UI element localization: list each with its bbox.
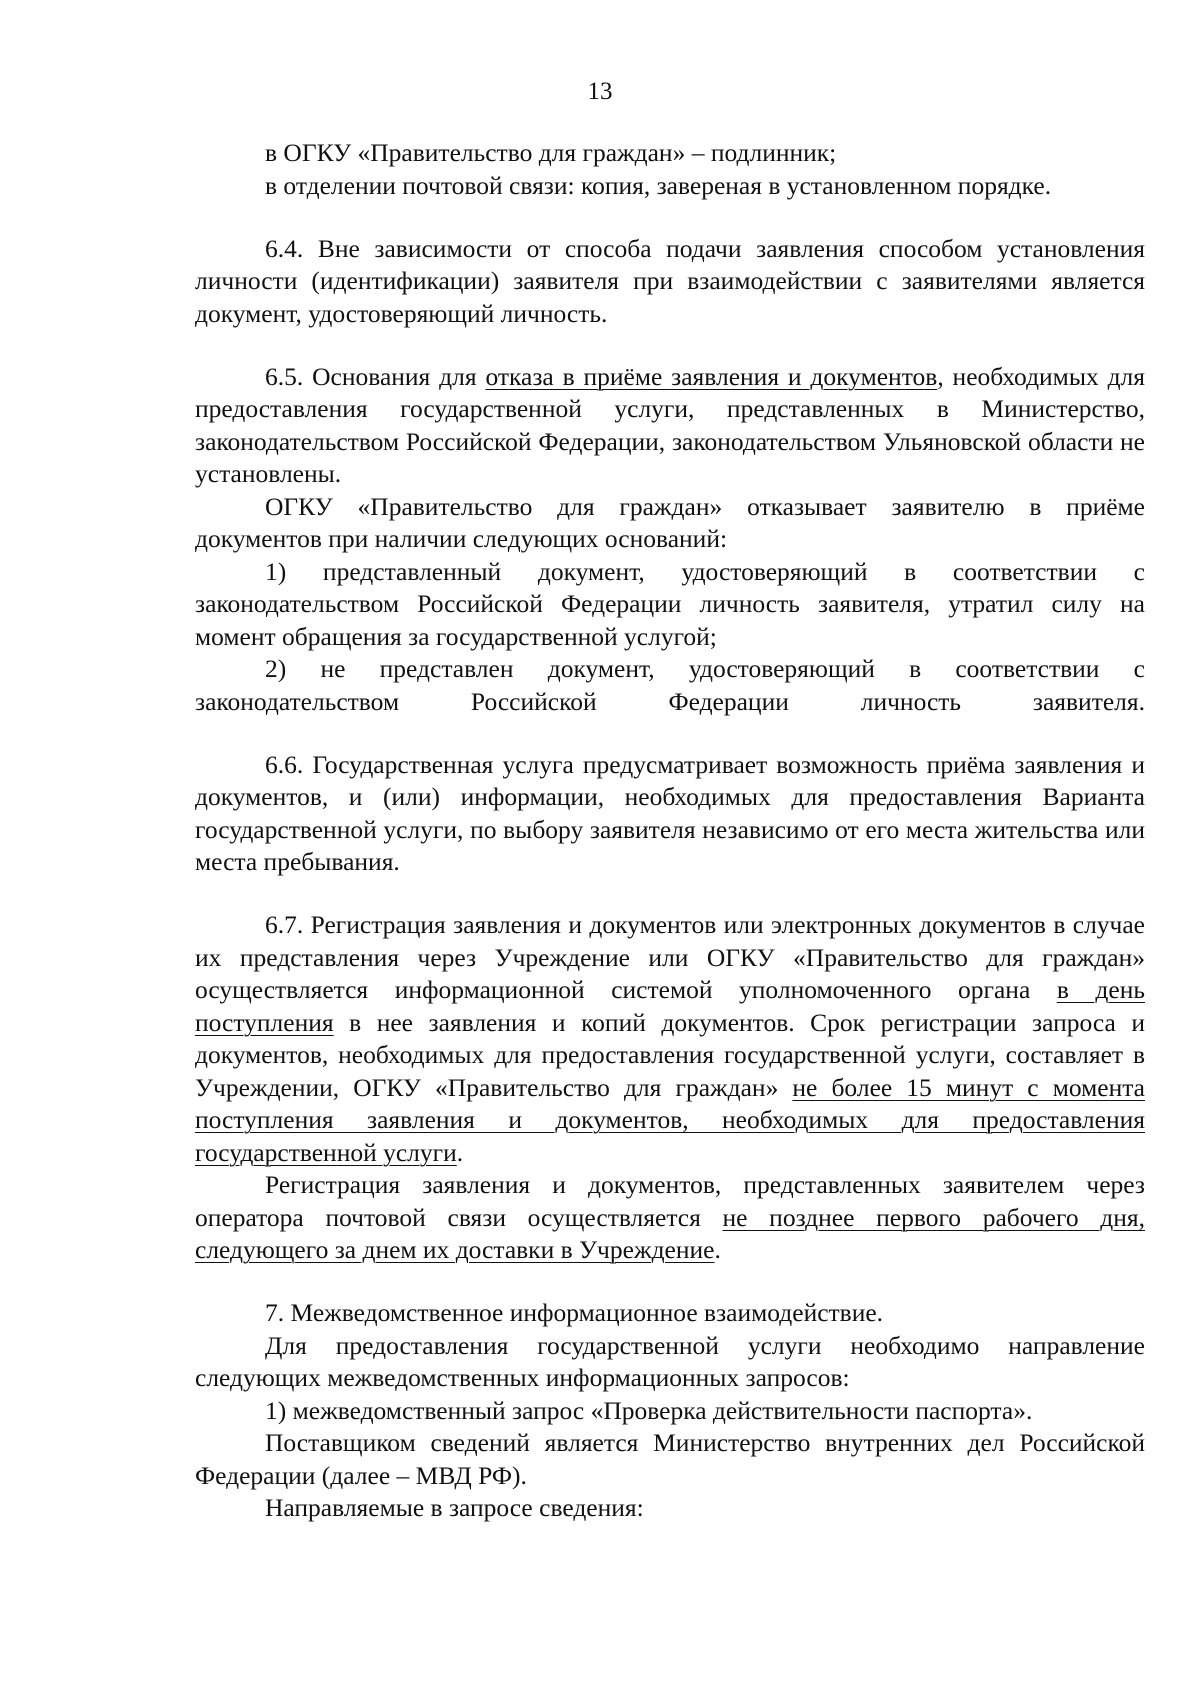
paragraph (195, 1330, 1145, 1395)
text-segment: Поставщиком сведений является Министерство внутренних дел Российской Федерации (далее – МВД РФ). (195, 1428, 1145, 1490)
paragraph (195, 749, 1145, 879)
text-segment: 1) межведомственный запрос «Проверка действительности паспорта». (265, 1395, 1033, 1425)
underlined-text: отказа в приёме заявления и документов (485, 361, 938, 391)
paragraph (195, 556, 1145, 654)
underlined-text: не позднее первого рабочего дня, следующего за днем их доставки в Учреждение (195, 1202, 1145, 1264)
paragraph (195, 909, 1145, 1169)
text-segment: 1) представленный документ, удостоверяющий в соответствии с законодательством Российской Федерации личность заявителя, утратил силу на момент обращения за государственной услугой; (195, 556, 1145, 651)
text-segment: 6.4. Вне зависимости от способа подачи заявления способом установления личности (идентификации) заявителя при взаимодействии с заявителями является документ, удостоверяющий личность. (195, 233, 1145, 328)
paragraph (195, 1395, 1145, 1428)
text-segment: 2) не представлен документ, удостоверяющий в соответствии с законодательством Российской Федерации личность заявителя. (195, 654, 1145, 716)
paragraph (195, 653, 1145, 718)
text-segment: Для предоставления государственной услуги необходимо направление следующих межведомственных информационных запросов: (195, 1330, 1145, 1392)
paragraph (195, 1492, 1145, 1525)
text-segment: 6.6. Государственная услуга предусматривает возможность приёма заявления и документов, и (или) информации, необходимых для предоставления Варианта государственной услуги, по выбору заявителя независимо от его места жительства или места пребывания. (195, 749, 1145, 876)
paragraph (195, 1297, 1145, 1330)
text-segment: , необходимых для предоставления государственной услуги, представленных в Министерство, законодательством Российской Федерации, законодательством Ульяновской области не установлены. (195, 361, 1145, 488)
page-number: 13 (587, 78, 613, 105)
text-segment: в отделении почтовой связи: копия, завереная в установленном порядке. (265, 170, 1052, 200)
paragraph (195, 1427, 1145, 1492)
text-segment: 6.7. Регистрация заявления и документов или электронных документов в случае их представления через Учреждение или ОГКУ «Правительство для граждан» осуществляется информационной системой уполномоченного органа (195, 910, 1145, 1004)
text-segment: Направляемые в запросе сведения: (265, 1493, 644, 1522)
underlined-text: в день поступления (195, 975, 1145, 1037)
text-segment: 7. Межведомственное информационное взаимодействие. (265, 1298, 884, 1327)
text-segment: . (456, 1137, 464, 1167)
paragraph (195, 1169, 1145, 1267)
text-segment: Регистрация заявления и документов, представленных заявителем через оператора почтовой связи осуществляется (195, 1170, 1145, 1232)
paragraph (195, 491, 1145, 556)
text-segment: ОГКУ «Правительство для граждан» отказывает заявителю в приёме документов при наличии следующих оснований: (195, 491, 1145, 553)
text-segment: . (714, 1235, 721, 1264)
text-segment: в ОГКУ «Правительство для граждан» – подлинник; (265, 138, 837, 167)
text-segment: 6.5. Основания для (265, 361, 486, 391)
paragraph (195, 233, 1145, 331)
text-segment: в нее заявления и копий документов. Срок регистрации запроса и документов, необходимых для предоставления государственной услуги, составляет в Учреждении, ОГКУ «Правительство для граждан» (195, 1007, 1145, 1102)
paragraph (195, 137, 1145, 170)
paragraph (195, 170, 1145, 203)
underlined-text: не более 15 минут с момента поступления заявления и документов, необходимых для предоставления государственной услуги (195, 1072, 1145, 1167)
document-body (195, 137, 1145, 1525)
paragraph (195, 361, 1145, 491)
